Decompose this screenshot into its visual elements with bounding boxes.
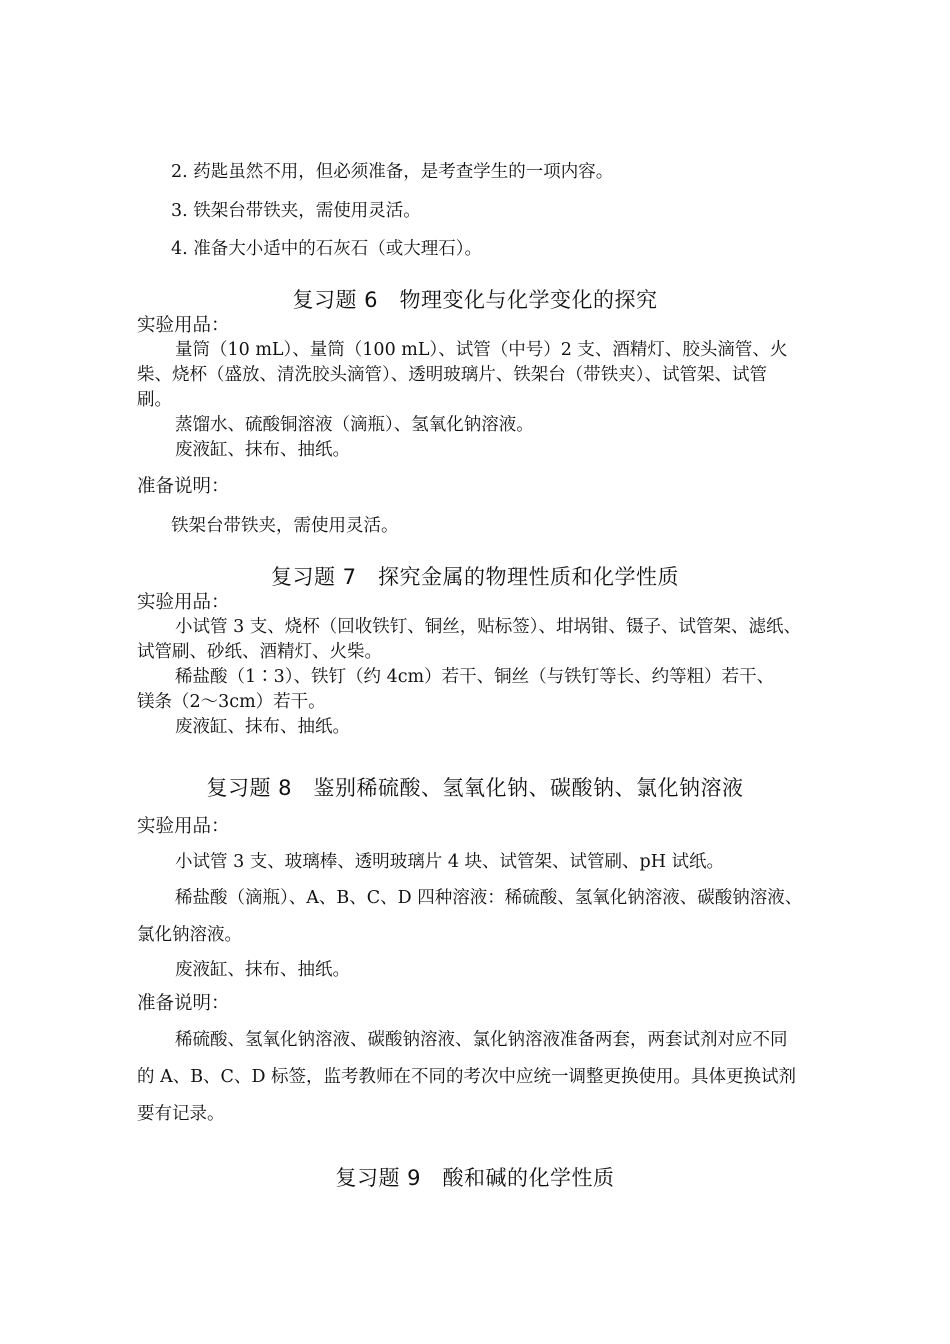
intro-note-2: 2. 药匙虽然不用，但必须准备，是考查学生的一项内容。 — [171, 162, 614, 182]
review8-note-line: 稀硫酸、氢氧化钠溶液、碳酸钠溶液、氯化钠溶液准备两套，两套试剂对应不同 — [175, 1030, 788, 1050]
review8-materials-heading: 实验用品： — [137, 816, 230, 837]
review8-material-line: 小试管 3 支、玻璃棒、透明玻璃片 4 块、试管架、试管刷、pH 试纸。 — [175, 852, 725, 872]
review8-notes-heading: 准备说明： — [137, 993, 230, 1014]
review6-material-line: 柴、烧杯（盛放、清洗胶头滴管）、透明玻璃片、铁架台（带铁夹）、试管架、试管 — [137, 365, 767, 385]
review7-material-line: 试管刷、砂纸、酒精灯、火柴。 — [137, 642, 382, 662]
review7-materials-heading: 实验用品： — [137, 592, 230, 613]
review7-title: 复习题 7 探究金属的物理性质和化学性质 — [270, 565, 680, 589]
review6-title: 复习题 6 物理变化与化学变化的探究 — [292, 288, 658, 312]
review8-material-line: 氯化钠溶液。 — [137, 925, 242, 945]
review6-material-line: 刷。 — [137, 390, 172, 410]
review8-material-line: 稀盐酸（滴瓶）、A、B、C、D 四种溶液：稀硫酸、氢氧化钠溶液、碳酸钠溶液、 — [175, 888, 803, 908]
review6-note-line: 铁架台带铁夹，需使用灵活。 — [171, 516, 399, 536]
review9-title: 复习题 9 酸和碱的化学性质 — [335, 1166, 615, 1190]
review6-materials-heading: 实验用品： — [137, 315, 230, 336]
review7-material-line: 稀盐酸（1∶3）、铁钉（约 4cm）若干、铜丝（与铁钉等长、约等粗）若干、 — [175, 667, 775, 687]
intro-note-3: 3. 铁架台带铁夹，需使用灵活。 — [171, 201, 421, 221]
review6-material-line: 量筒（10 mL）、量筒（100 mL）、试管（中号）2 支、酒精灯、胶头滴管、火 — [175, 340, 788, 360]
review8-note-line: 的 A、B、C、D 标签，监考教师在不同的考次中应统一调整更换使用。具体更换试剂 — [137, 1067, 797, 1087]
intro-note-4: 4. 准备大小适中的石灰石（或大理石）。 — [171, 239, 483, 259]
review8-title: 复习题 8 鉴别稀硫酸、氢氧化钠、碳酸钠、氯化钠溶液 — [206, 776, 744, 800]
review8-material-line: 废液缸、抹布、抽纸。 — [175, 960, 350, 980]
review6-material-line: 废液缸、抹布、抽纸。 — [175, 440, 350, 460]
review8-note-line: 要有记录。 — [137, 1104, 225, 1124]
review7-material-line: 废液缸、抹布、抽纸。 — [175, 717, 350, 737]
review6-notes-heading: 准备说明： — [137, 476, 230, 497]
review7-material-line: 镁条（2～3cm）若干。 — [137, 692, 326, 712]
review6-material-line: 蒸馏水、硫酸铜溶液（滴瓶）、氢氧化钠溶液。 — [175, 415, 534, 435]
review7-material-line: 小试管 3 支、烧杯（回收铁钉、铜丝，贴标签）、坩埚钳、镊子、试管架、滤纸、 — [175, 617, 802, 637]
